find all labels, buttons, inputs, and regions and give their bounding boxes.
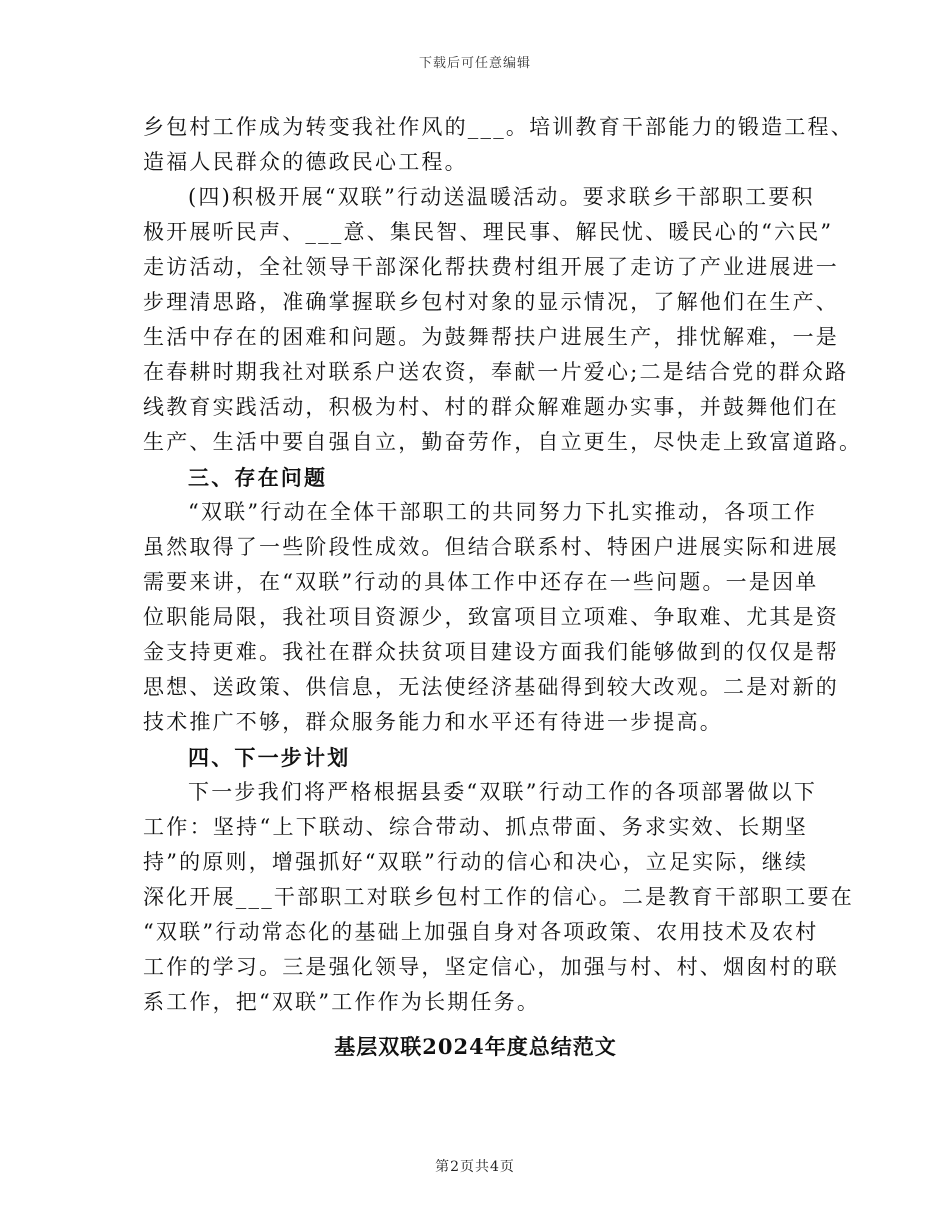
body-line: “双联”行动在全体干部职工的共同努力下扎实推动，各项工作 (188, 500, 818, 524)
body-line: 位职能局限，我社项目资源少，致富项目立项难、争取难、尤其是资 (143, 605, 839, 629)
document-title: 基层双联2024年度总结范文 (334, 1034, 617, 1059)
body-line: (四)积极开展“双联”行动送温暖活动。要求联乡干部职工要积 (188, 185, 815, 209)
body-line: 造福人民群众的德政民心工程。 (143, 150, 468, 174)
body-line: “双联”行动常态化的基础上加强自身对各项政策、农用技术及农村 (143, 920, 819, 944)
body-line: 金支持更难。我社在群众扶贫项目建设方面我们能够做到的仅仅是帮 (143, 640, 839, 664)
document-body (143, 110, 863, 1064)
body-line: 持”的原则，增强抓好“双联”行动的信心和决心，立足实际，继续 (143, 850, 809, 874)
body-line: 在春耕时期我社对联系户送农资，奉献一片爱心;二是结合党的群众路 (143, 360, 849, 384)
body-line: 虽然取得了一些阶段性成效。但结合联系村、特困户进展实际和进展 (143, 535, 839, 559)
body-line: 系工作，把“双联”工作作为长期任务。 (143, 990, 541, 1014)
page-header: 下载后可任意编辑 (418, 56, 531, 71)
body-line: 工作的学习。三是强化领导，坚定信心，加强与村、村、烟囱村的联 (143, 955, 839, 979)
section-heading: 四、下一步计划 (188, 745, 351, 770)
body-line: 工作：坚持“上下联动、综合带动、抓点带面、务求实效、长期坚 (143, 815, 808, 839)
body-line: 下一步我们将严格根据县委“双联”行动工作的各项部署做以下 (188, 780, 818, 804)
body-line: 走访活动，全社领导干部深化帮扶费村组开展了走访了产业进展进一 (143, 255, 839, 279)
body-line: 需要来讲，在“双联”行动的具体工作中还存在一些问题。一是因单 (143, 570, 819, 594)
body-line: 步理清思路，准确掌握联乡包村对象的显示情况，了解他们在生产、 (143, 290, 839, 314)
body-line: 生活中存在的困难和问题。为鼓舞帮扶户进展生产，排忧解难，一是 (143, 325, 839, 349)
body-line: 线教育实践活动，积极为村、村的群众解难题办实事，并鼓舞他们在 (143, 395, 839, 419)
body-line: 极开展听民声、___意、集民智、理民事、解民忧、暖民心的“六民” (143, 220, 834, 244)
page-footer: 第2页共4页 (435, 1159, 515, 1175)
body-line: 生产、生活中要自强自立，勤奋劳作，自立更生，尽快走上致富道路。 (143, 430, 863, 454)
body-line: 思想、送政策、供信息，无法使经济基础得到较大改观。二是对新的 (143, 675, 839, 699)
section-heading: 三、存在问题 (188, 465, 328, 490)
body-line: 深化开展___干部职工对联乡包村工作的信心。二是教育干部职工要在 (143, 885, 854, 909)
body-line: 技术推广不够，群众服务能力和水平还有待进一步提高。 (143, 710, 723, 734)
body-line: 乡包村工作成为转变我社作风的___。培训教育干部能力的锻造工程、 (143, 115, 854, 139)
